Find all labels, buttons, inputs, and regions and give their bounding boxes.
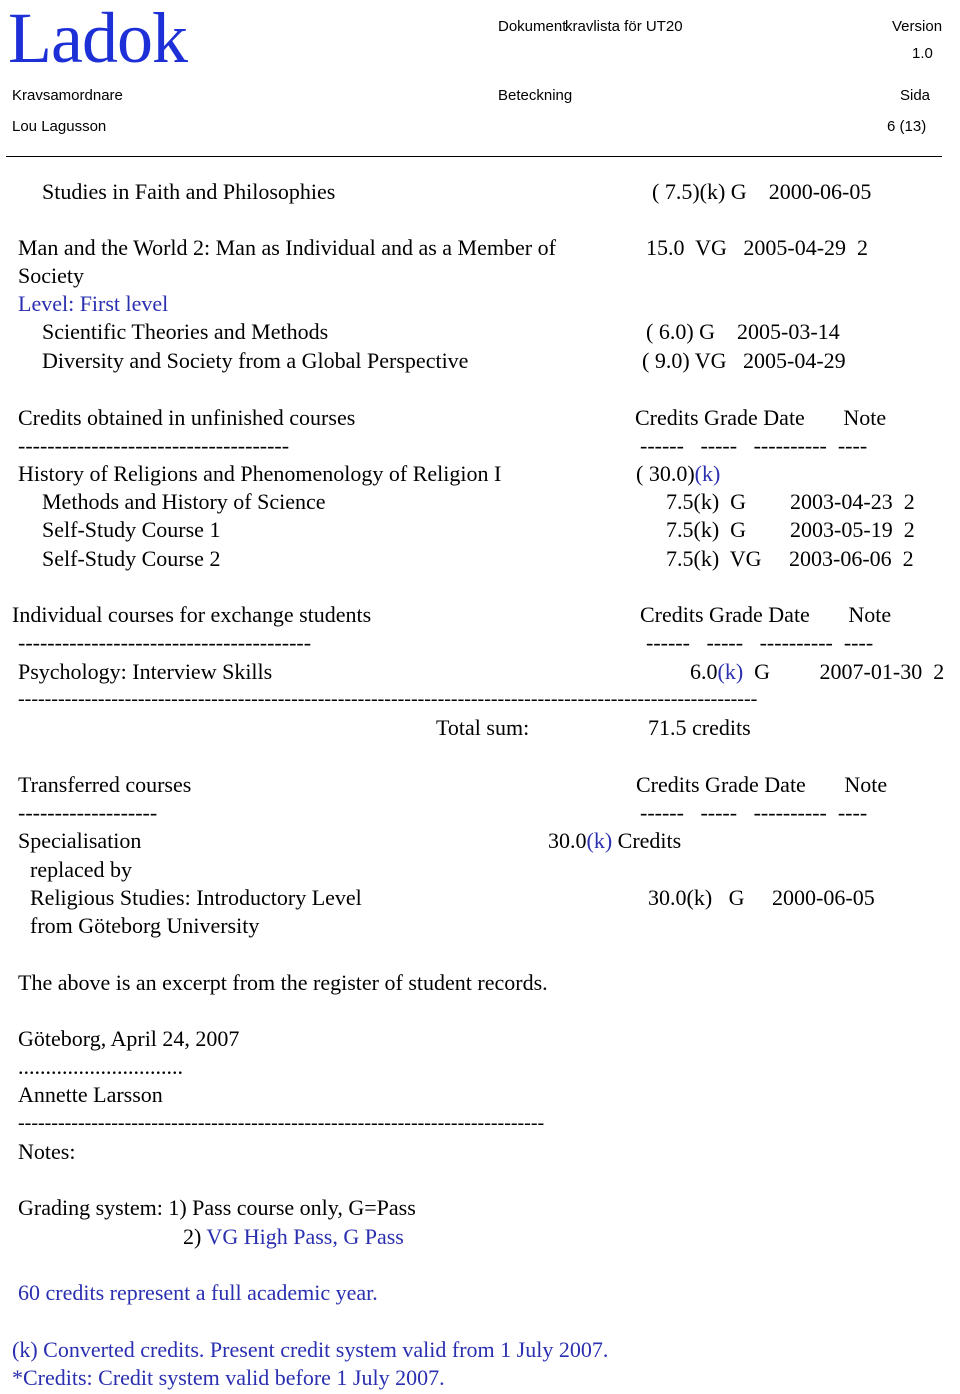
version-label: Version: [892, 18, 943, 35]
course-specialisation-credits: 30.0(k) Credits: [548, 828, 682, 853]
course-specialisation: Specialisation: [18, 828, 142, 853]
sub-course-theories: Scientific Theories and Methods: [42, 319, 329, 344]
owner-label: Kravsamordnare: [12, 87, 123, 104]
sub-course-methods: Methods and History of Science: [42, 489, 326, 514]
unfinished-columns: Credits Grade Date Note: [635, 405, 887, 430]
transferred-columns: Credits Grade Date Note: [636, 772, 888, 797]
total-value: 71.5 credits: [648, 715, 751, 740]
credits-note: 60 credits represent a full academic year.: [18, 1280, 378, 1305]
grading-system-2: 2) VG High Pass, G Pass: [183, 1224, 404, 1249]
exchange-columns: Credits Grade Date Note: [640, 602, 892, 627]
transferred-heading: Transferred courses: [18, 772, 192, 797]
grading-system-1: Grading system: 1) Pass course only, G=Pass: [18, 1195, 416, 1220]
sub-course-methods-values: 7.5(k) G 2003-04-23 2: [666, 489, 915, 514]
course-man-world-values: 15.0 VG 2005-04-29 2: [646, 235, 869, 260]
sub-course-self-study-1-values: 7.5(k) G 2003-05-19 2: [666, 517, 915, 542]
total-label: Total sum:: [436, 715, 530, 740]
sub-course-theories-values: ( 6.0) G 2005-03-14: [646, 319, 840, 344]
transferred-dash-right: ------ ----- ---------- ----: [640, 800, 868, 825]
course-psychology-values: 6.0(k) G 2007-01-30 2: [690, 659, 945, 684]
sub-course-diversity: Diversity and Society from a Global Perspective: [42, 348, 469, 373]
course-religious-studies: Religious Studies: Introductory Level: [30, 885, 362, 910]
level-label: Level: First level: [18, 291, 169, 316]
sub-course-self-study-2: Self-Study Course 2: [42, 546, 221, 571]
signer-name: Annette Larsson: [18, 1082, 163, 1107]
page-value: 6 (13): [887, 118, 927, 135]
course-faith: Studies in Faith and Philosophies: [42, 179, 336, 204]
sub-course-diversity-values: ( 9.0) VG 2005-04-29: [642, 348, 846, 373]
replaced-by: replaced by: [30, 857, 132, 882]
exchange-dash-right: ------ ----- ---------- ----: [646, 630, 874, 655]
excerpt-statement: The above is an excerpt from the register of student records.: [18, 970, 548, 995]
doc-value: kravlista för UT20: [565, 18, 683, 35]
sub-course-self-study-2-values: 7.5(k) VG 2003-06-06 2: [666, 546, 914, 571]
unfinished-dash-right: ------ ----- ---------- ----: [640, 433, 868, 458]
transferred-dash-left: -------------------: [18, 800, 158, 825]
ladok-logo: Ladok: [8, 0, 187, 78]
footer-divider: -------------------------------------------------------------------------------: [18, 1112, 545, 1134]
page-label: Sida: [900, 87, 931, 104]
course-man-world-cont: Society: [18, 263, 84, 288]
place-date: Göteborg, April 24, 2007: [18, 1026, 240, 1051]
owner-value: Lou Lagusson: [12, 118, 107, 135]
unfinished-heading: Credits obtained in unfinished courses: [18, 405, 356, 430]
course-history-religions-values: ( 30.0)(k): [636, 461, 721, 486]
from-university: from Göteborg University: [30, 913, 260, 938]
course-faith-values: ( 7.5)(k) G 2000-06-05: [652, 179, 872, 204]
old-credits-note: *Credits: Credit system valid before 1 July 2007.: [12, 1365, 445, 1390]
notes-label: Notes:: [18, 1139, 76, 1164]
designation-label: Beteckning: [498, 87, 573, 104]
course-history-religions: History of Religions and Phenomenology of Religion I: [18, 461, 502, 486]
course-man-world: Man and the World 2: Man as Individual and as a Member of: [18, 235, 556, 260]
converted-credits-note: (k) Converted credits. Present credit system valid from 1 July 2007.: [12, 1337, 609, 1362]
course-psychology: Psychology: Interview Skills: [18, 659, 273, 684]
exchange-heading: Individual courses for exchange students: [12, 602, 372, 627]
course-religious-studies-values: 30.0(k) G 2000-06-05: [648, 885, 875, 910]
sub-course-self-study-1: Self-Study Course 1: [42, 517, 221, 542]
header-divider: [6, 156, 942, 157]
doc-label: Dokument: [498, 18, 567, 35]
exchange-dash-left: ----------------------------------------: [18, 630, 312, 655]
total-divider: ---------------------------------------------------------------------------------------------------------------: [18, 688, 758, 710]
unfinished-dash-left: -------------------------------------: [18, 433, 290, 458]
signature-dots: ..............................: [18, 1054, 183, 1079]
version-value: 1.0: [912, 45, 933, 62]
